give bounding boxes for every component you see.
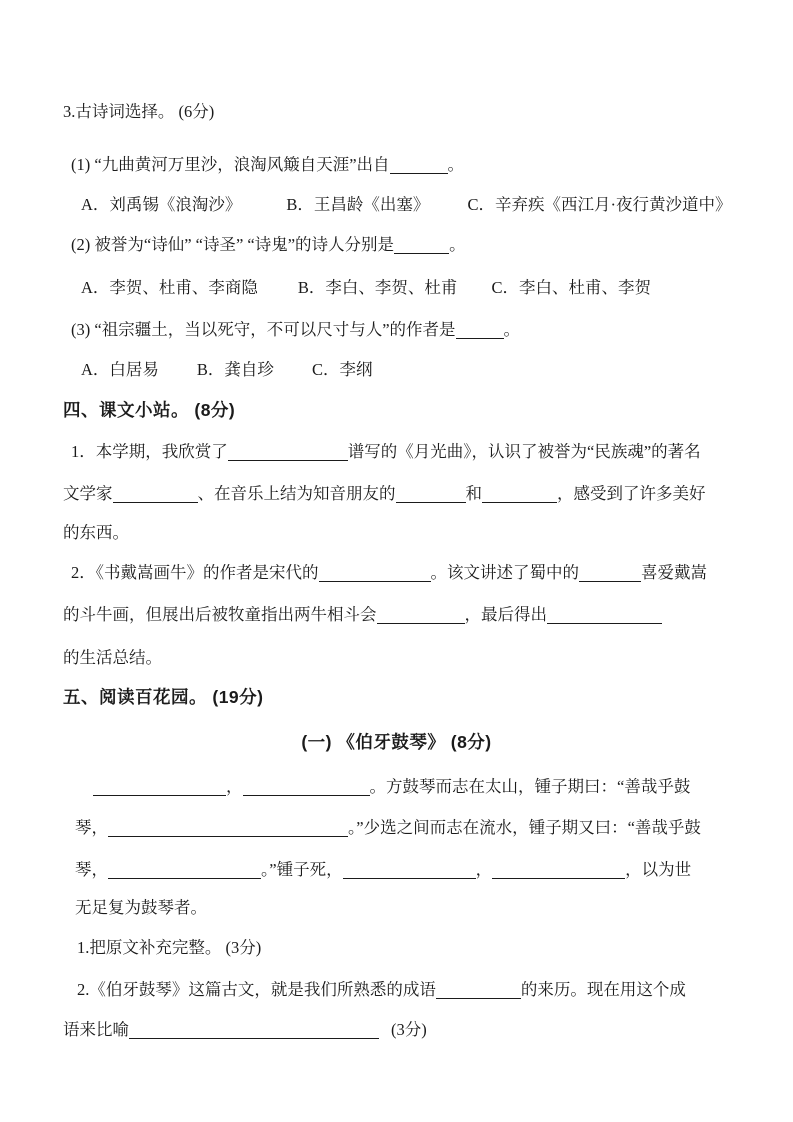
s4-q2-line-1-text: 2．《书戴嵩画牛》的作者是宋代的 xyxy=(71,563,319,582)
q3-item-2 xyxy=(71,224,466,266)
q3-item-2-options-text: B．李白、李贺、杜甫 xyxy=(297,278,458,297)
answer-blank xyxy=(436,998,521,999)
option-gap xyxy=(379,1034,391,1035)
s4-q1-line-1-text: 1．本学期，我欣赏了 xyxy=(71,442,228,461)
answer-blank xyxy=(579,581,641,582)
s4-q1-line-1 xyxy=(71,431,701,473)
q3-item-1-options-text: A．刘禹锡《浪淘沙》 xyxy=(81,195,242,214)
q3-item-3-text: 。 xyxy=(503,320,521,339)
s5-q2-line-1 xyxy=(77,969,686,1011)
q3-item-3-options-text: C．李纲 xyxy=(311,360,373,379)
s5-q1-text: 1.把原文补充完整。 (3分) xyxy=(77,938,262,957)
s5-q2-line-2 xyxy=(63,1009,427,1051)
q3-title xyxy=(63,91,214,133)
s5-q1 xyxy=(77,927,261,969)
s4-q2-line-2-text: ，最后得出 xyxy=(464,605,547,624)
section-5-title-text: 五、阅读百花园。 (19分) xyxy=(63,687,264,707)
option-gap xyxy=(457,292,491,293)
passage-line-3-text: ，以为世 xyxy=(625,860,692,879)
q3-item-1-options-text: B．王昌龄《出塞》 xyxy=(286,195,430,214)
s4-q1-line-2-text: 和 xyxy=(465,484,482,503)
q3-item-3-options-text: A．白居易 xyxy=(81,360,159,379)
q3-item-3-options xyxy=(81,349,372,391)
answer-blank xyxy=(108,878,261,879)
answer-blank xyxy=(377,623,465,624)
s5-q2-line-2-text: (3分) xyxy=(391,1020,427,1039)
s4-q1-line-2-text: 、在音乐上结为知音朋友的 xyxy=(197,484,396,503)
answer-blank xyxy=(93,795,226,796)
s4-q1-line-3-text: 的东西。 xyxy=(63,523,129,542)
s4-q2-line-1-text: 喜爱戴嵩 xyxy=(641,563,707,582)
s5-q2-line-1-text: 2.《伯牙鼓琴》这篇古文，就是我们所熟悉的成语 xyxy=(77,980,436,999)
q3-item-1-text: 。 xyxy=(447,155,465,174)
answer-blank xyxy=(396,502,466,503)
q3-item-3-text: (3) “祖宗疆土，当以死守，不可以尺寸与人”的作者是 xyxy=(71,320,456,339)
passage-line-2-text: 。”少选之间而志在流水，锺子期又曰：“善哉乎鼓 xyxy=(348,818,701,837)
section-4-title-text: 四、课文小站。 (8分) xyxy=(63,400,236,420)
answer-blank xyxy=(108,836,348,837)
answer-blank xyxy=(394,253,449,254)
option-gap xyxy=(159,374,197,375)
s4-q1-line-1-text: 谱写的《月光曲》，认识了被誉为“民族魂”的著名 xyxy=(347,442,701,461)
q3-item-1-text: (1) “九曲黄河万里沙，浪淘风簸自天涯”出自 xyxy=(71,155,390,174)
answer-blank xyxy=(390,173,448,174)
answer-blank xyxy=(113,502,198,503)
answer-blank xyxy=(129,1038,379,1039)
s4-q2-line-1 xyxy=(71,552,707,594)
q3-item-1-options xyxy=(81,184,731,226)
q3-item-2-text: 。 xyxy=(449,235,466,254)
q3-item-1-options-text: C．辛弃疾《西江月·夜行黄沙道中》 xyxy=(467,195,732,214)
passage-line-2-text: 琴， xyxy=(75,818,108,837)
s4-q2-line-2-text: 的斗牛画，但展出后被牧童指出两牛相斗会 xyxy=(63,605,377,624)
passage-line-1 xyxy=(93,766,690,808)
s4-q2-line-3 xyxy=(63,637,162,679)
q3-item-1 xyxy=(71,144,464,186)
answer-blank xyxy=(482,502,557,503)
q3-item-3 xyxy=(71,309,520,351)
answer-blank xyxy=(243,795,370,796)
q3-item-2-options-text: A．李贺、杜甫、李商隐 xyxy=(81,278,258,297)
q3-item-2-options xyxy=(81,267,651,309)
passage-line-3-text: 琴， xyxy=(75,860,108,879)
s4-q1-line-2-text: ，感受到了许多美好 xyxy=(557,484,706,503)
s4-q2-line-2 xyxy=(63,594,662,636)
option-gap xyxy=(429,209,467,210)
answer-blank xyxy=(456,338,504,339)
section-5-title xyxy=(63,676,263,718)
passage-line-3-text: ， xyxy=(475,860,493,879)
answer-blank xyxy=(343,878,476,879)
section-4-title xyxy=(63,389,235,431)
s4-q2-line-1-text: 。该文讲述了蜀中的 xyxy=(430,563,579,582)
passage-line-3-text: 。”锺子死， xyxy=(261,860,343,879)
passage-line-3 xyxy=(75,849,691,891)
answer-blank xyxy=(319,581,431,582)
option-gap xyxy=(274,374,312,375)
s4-q1-line-2-text: 文学家 xyxy=(63,484,113,503)
answer-blank xyxy=(228,460,348,461)
passage-line-1-text: 。方鼓琴而志在太山，锺子期曰：“善哉乎鼓 xyxy=(369,777,691,796)
option-gap xyxy=(241,209,286,210)
passage-line-2 xyxy=(75,807,701,849)
s5-q2-line-2-text: 语来比喻 xyxy=(63,1020,129,1039)
s4-q2-line-3-text: 的生活总结。 xyxy=(63,648,162,667)
passage-title xyxy=(0,721,793,763)
answer-blank xyxy=(547,623,662,624)
q3-item-2-text: (2) 被誉为“诗仙” “诗圣” “诗鬼”的诗人分别是 xyxy=(71,235,395,254)
q3-item-2-options-text: C．李白、杜甫、李贺 xyxy=(491,278,651,297)
passage-line-4-text: 无足复为鼓琴者。 xyxy=(75,898,207,917)
s4-q1-line-3 xyxy=(63,512,129,554)
passage-line-1-text: ， xyxy=(226,777,243,796)
q3-title-text: 3.古诗词选择。 (6分) xyxy=(63,102,215,121)
option-gap xyxy=(258,292,298,293)
s5-q2-line-1-text: 的来历。现在用这个成 xyxy=(520,980,686,999)
q3-item-3-options-text: B．龚自珍 xyxy=(196,360,274,379)
passage-line-4 xyxy=(75,887,207,929)
s4-q1-line-2 xyxy=(63,473,706,515)
answer-blank xyxy=(492,878,625,879)
passage-title-text: (一) 《伯牙鼓琴》 (8分) xyxy=(301,732,492,752)
